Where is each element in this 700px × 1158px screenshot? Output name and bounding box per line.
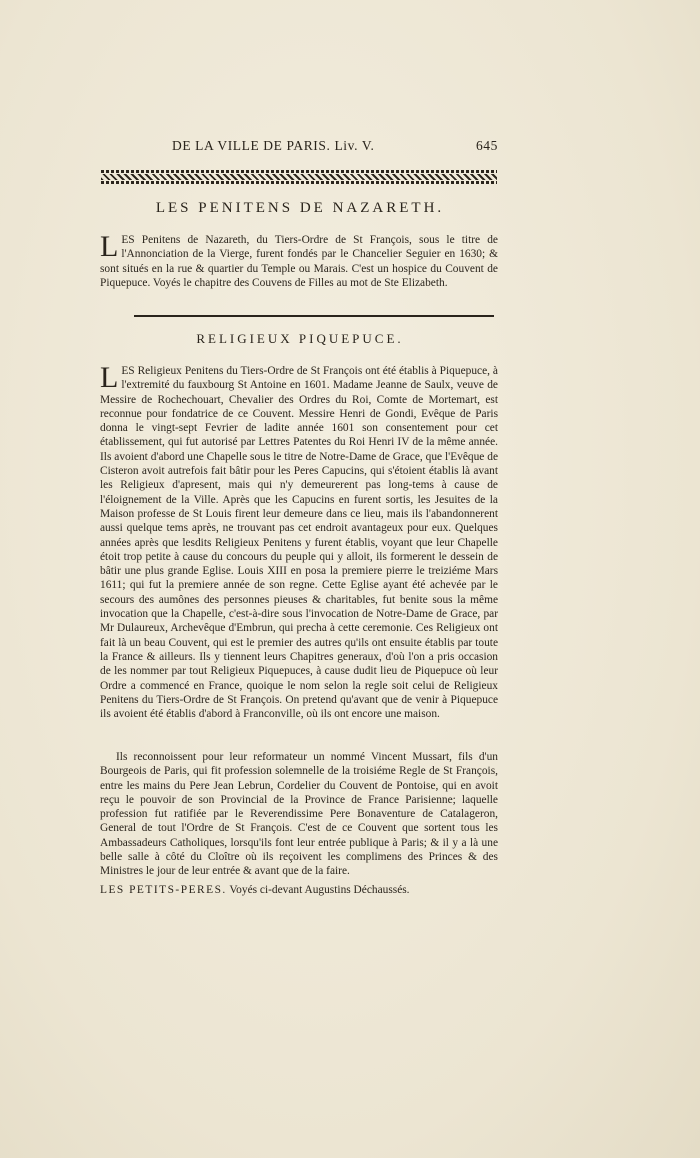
cross-reference-line xyxy=(100,883,498,897)
section-divider xyxy=(134,315,494,317)
section-title: RELIGIEUX PIQUEPUCE. xyxy=(196,331,404,346)
section-paragraph xyxy=(100,230,498,290)
running-title: DE LA VILLE DE PARIS. Liv. V. xyxy=(172,138,375,153)
paragraph-text: ES Religieux Penitens du Tiers-Ordre de St François ont été établis à Piquepuce, à l'extremité du fauxbourg St Antoine en 1601. Madame Jeanne de Saulx, veuve de Messire de Rochechouart, Chevalier des Ordres du Roi, Comte de Mortemart, est reconnue pour fondatrice de ce Couvent. Messire Henri de Gondi, Evêque de Paris donna le vingt-sept Fevrier de ladite année 1601 son consentement pour cet établissement, qui fut autorisé par Lettres Patentes du Roi Henri IV de la même année. Ils avoient d'abord une Chapelle sous le titre de Notre-Dame de Grace, que l'Evêque de Cisteron avoit autrefois fait bâtir pour les Peres Capucins, qui s'étoient établis là avant les Religieux d'apresent, mais qui n'y demeurerent pas long-tems à cause de l'éloignement de la Ville. Après que les Capucins en furent sortis, les Jesuites de la Maison professe de St Louis firent leur demeure dans ce lieu, mais ils l'abandonnerent aussi quelque tems après, ne trouvant pas cet endroit avantageux pour eux. Quelques années après que lesdits Religieux Penitens y furent établis, voyant que leur Chapelle étoit trop petite à cause du concours du peuple qui y alloit, ils formerent le dessein de bâtir une plus grande Eglise. Louis XIII en posa la premiere pierre le treiziéme Mars 1611; qui fut la premiere année de son regne. Cette Eglise ayant été achevée par le secours des aumônes des personnes pieuses & charitables, fut benite sous la même invocation que la Chapelle, c'est-à-dire sous l'invocation de Notre-Dame de Grace, par Mr Dulaureux, Archevêque d'Embrun, qui precha à cette ceremonie. Ces Religieux ont fait là un beau Couvent, qui est le premier des autres qu'ils ont ensuite établis par toute la France & ailleurs. Ils y tiennent leurs Chapitres generaux, d'où l'on a pris occasion de les nommer par tout Religieux Piquepuces, à cause dudit lieu de Piquepuce où leur Ordre a commencé en France, quoique le nom selon la regle soit celui de Religieux Penitens du Tiers-Ordre de St François. On pretend qu'avant que de venir à Piquepuce ils avoient été établis d'abord à Franconville, où ils ont encore une maison. xyxy=(100,365,498,721)
cross-reference-label: LES PETITS-PERES. xyxy=(100,884,227,896)
page-header xyxy=(100,136,500,158)
paragraph-text: ES Penitens de Nazareth, du Tiers-Ordre de St François, sous le titre de l'Annonciation de la Vierge, furent fondés par le Chancelier Seguier en 1630; & sont situés en la rue & quartier du Temple ou Marais. C'est un hospice du Couvent de Piquepuce. Voyés le chapitre des Couvens de Filles au mot de Ste Elizabeth. xyxy=(100,234,498,289)
ornamental-band xyxy=(101,170,497,184)
page-number: 645 xyxy=(475,138,498,153)
drop-cap: L xyxy=(100,230,119,263)
section-paragraph-continued: Ils reconnoissent pour leur reformateur un nommé Vincent Mussart, fils d'un Bourgeois de Paris, qui fit profession solemnelle de la troisiéme Regle de St François, entre les mains du Pere Jean Lebrun, Cordelier du Couvent de Pontoise, qui en avoit reçu le pouvoir de son Provincial de la Province de France Parisienne; laquelle profession fut ratifiée par le Reverendissime Pere Bonaventure de Catalageron, General de tout l'Ordre de St François. C'est de ce Couvent que sortent tous les Ambassadeurs Catholiques, lorsqu'ils font leur entrée publique à Paris; & il y a là une belle salle à côté du Cloître où ils reçoivent les complimens des Princes & des Ministres le jour de leur entrée & avant que de la faire. xyxy=(100,751,498,878)
section-title: LES PENITENS DE NAZARETH. xyxy=(155,200,445,216)
cross-reference-text: Voyés ci-devant Augustins Déchaussés. xyxy=(229,884,410,896)
drop-cap: L xyxy=(100,361,119,394)
section-paragraph xyxy=(100,361,498,721)
